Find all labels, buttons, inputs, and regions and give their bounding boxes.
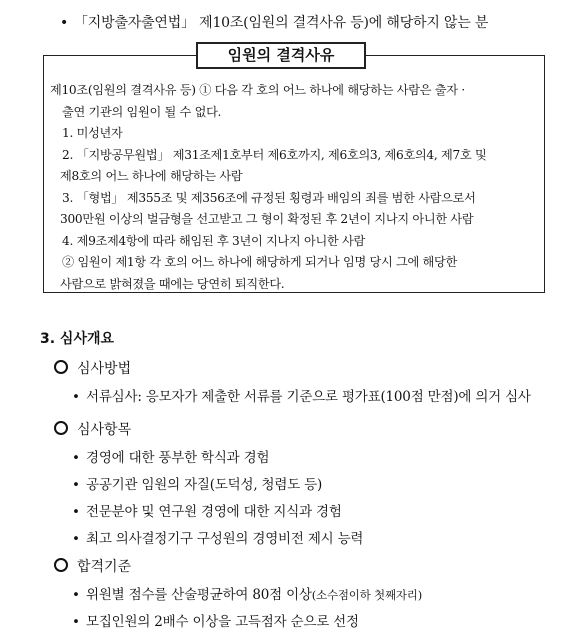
- clause-line: 300만원 이상의 벌금형을 선고받고 그 형이 확정된 후 2년이 지나지 아니한 사람: [60, 212, 474, 226]
- list-item-text: 최고 의사결정기구 구성원의 경영비전 제시 능력: [86, 531, 364, 547]
- list-item-text: 경영에 대한 풍부한 학식과 경험: [86, 450, 270, 466]
- list-item-text: 모집인원의 2배수 이상을 고득점자 순으로 선정: [86, 614, 359, 630]
- eligibility-requirement: [60, 12, 488, 32]
- list-item-text: 전문분야 및 연구원 경영에 대한 지식과 경험: [86, 504, 342, 520]
- list-item: [72, 385, 531, 405]
- subsection-heading-label: 심사항목: [77, 422, 132, 438]
- subsection-heading: [54, 556, 131, 576]
- bullet-icon: •: [60, 15, 69, 31]
- clause-line: 제10조(임원의 결격사유 등) ① 다음 각 호의 어느 하나에 해당하는 사람은 출자 ·: [50, 83, 465, 97]
- list-item-note: (소수점이하 첫째자리): [311, 588, 422, 602]
- clause-line: 1. 미성년자: [62, 126, 123, 140]
- list-item: [72, 610, 359, 630]
- disqualification-box-title: 임원의 결격사유: [196, 42, 366, 69]
- circle-bullet-icon: [54, 360, 68, 374]
- bullet-icon: •: [72, 531, 80, 547]
- subsection-heading-label: 심사방법: [77, 361, 132, 377]
- subsection-heading: [54, 419, 131, 439]
- subsection-heading: [54, 358, 131, 378]
- list-item-text: 위원별 점수를 산술평균하여 80점 이상: [86, 587, 312, 603]
- clause-line: ② 임원이 제1항 각 호의 어느 하나에 해당하게 되거나 임명 당시 그에 해당한: [62, 255, 457, 269]
- circle-bullet-icon: [54, 421, 68, 435]
- clause-line: 3. 「형법」 제355조 및 제356조에 규정된 횡령과 배임의 죄를 범한 사람으로서: [62, 190, 476, 205]
- eligibility-text: 「지방출자출연법」 제10조(임원의 결격사유 등)에 해당하지 않는 분: [74, 15, 489, 31]
- bullet-icon: •: [72, 587, 80, 603]
- clause-line: 2. 「지방공무원법」 제31조제1호부터 제6호까지, 제6호의3, 제6호의4, 제7호 및: [62, 147, 487, 162]
- list-item-text: 공공기관 임원의 자질(도덕성, 청렴도 등): [86, 477, 323, 493]
- section-title: 3. 심사개요: [40, 331, 115, 347]
- list-item: [72, 446, 269, 466]
- clause-line: 4. 제9조제4항에 따라 해임된 후 3년이 지나지 아니한 사람: [62, 233, 365, 248]
- bullet-icon: •: [72, 504, 80, 520]
- subsection-heading-label: 합격기준: [77, 559, 132, 575]
- bullet-icon: •: [72, 614, 80, 630]
- list-item: [72, 583, 422, 603]
- clause-line: 출연 기관의 임원이 될 수 없다.: [62, 104, 222, 119]
- bullet-icon: •: [72, 450, 80, 466]
- disqualification-clauses: [50, 80, 542, 295]
- clause-line: 사람으로 밝혀졌을 때에는 당연히 퇴직한다.: [60, 276, 285, 291]
- list-item-text: 서류심사: 응모자가 제출한 서류를 기준으로 평가표(100점 만점)에 의거 심사: [86, 389, 531, 405]
- list-item: [72, 473, 322, 493]
- bullet-icon: •: [72, 477, 80, 493]
- list-item: [72, 527, 363, 547]
- clause-line: 제8호의 어느 하나에 해당하는 사람: [60, 169, 243, 183]
- circle-bullet-icon: [54, 558, 68, 572]
- list-item: [72, 500, 342, 520]
- bullet-icon: •: [72, 389, 80, 405]
